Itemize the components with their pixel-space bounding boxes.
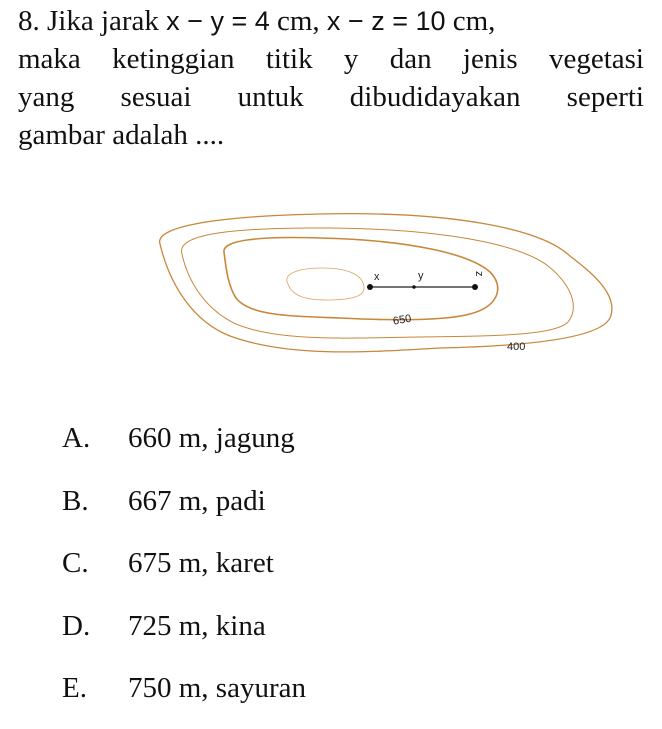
label-x: x (374, 271, 380, 283)
contour-map (150, 206, 620, 366)
option-text: 667 m, padi (128, 484, 266, 517)
question-line-3: yang sesuai untuk dibudidayakan seperti (18, 81, 644, 113)
label-contour-400: 400 (507, 341, 526, 353)
label-contour-650: 650 (392, 312, 413, 328)
option-text: 675 m, karet (128, 547, 274, 579)
option-text: 750 m, sayuran (128, 672, 306, 704)
question-text (18, 2, 644, 154)
point-y (412, 285, 416, 289)
label-y: y (418, 270, 424, 282)
option-letter: E. (62, 672, 87, 704)
option-letter: D. (62, 609, 91, 642)
question-line-1: 8. Jika jarak x − y = 4 cm, x − z = 10 cm, (18, 5, 496, 37)
option-text: 725 m, kina (128, 609, 266, 642)
label-z: z (473, 271, 485, 277)
question-line-2: maka ketinggian titik y dan jenis vegetasi (18, 43, 644, 75)
option-text: 660 m, jagung (128, 422, 295, 454)
option-letter: A. (62, 422, 91, 454)
equation-x-y: x − y = 4 (166, 6, 270, 36)
contour-line-2 (182, 228, 574, 338)
option-letter: C. (62, 547, 89, 579)
point-x (367, 284, 373, 290)
contour-line-inner (287, 268, 364, 300)
question-number: 8. (18, 5, 40, 37)
question-line-4: gambar adalah .... (18, 119, 225, 151)
equation-x-z: x − z = 10 (326, 6, 446, 36)
option-letter: B. (62, 484, 89, 517)
point-z (472, 284, 478, 290)
